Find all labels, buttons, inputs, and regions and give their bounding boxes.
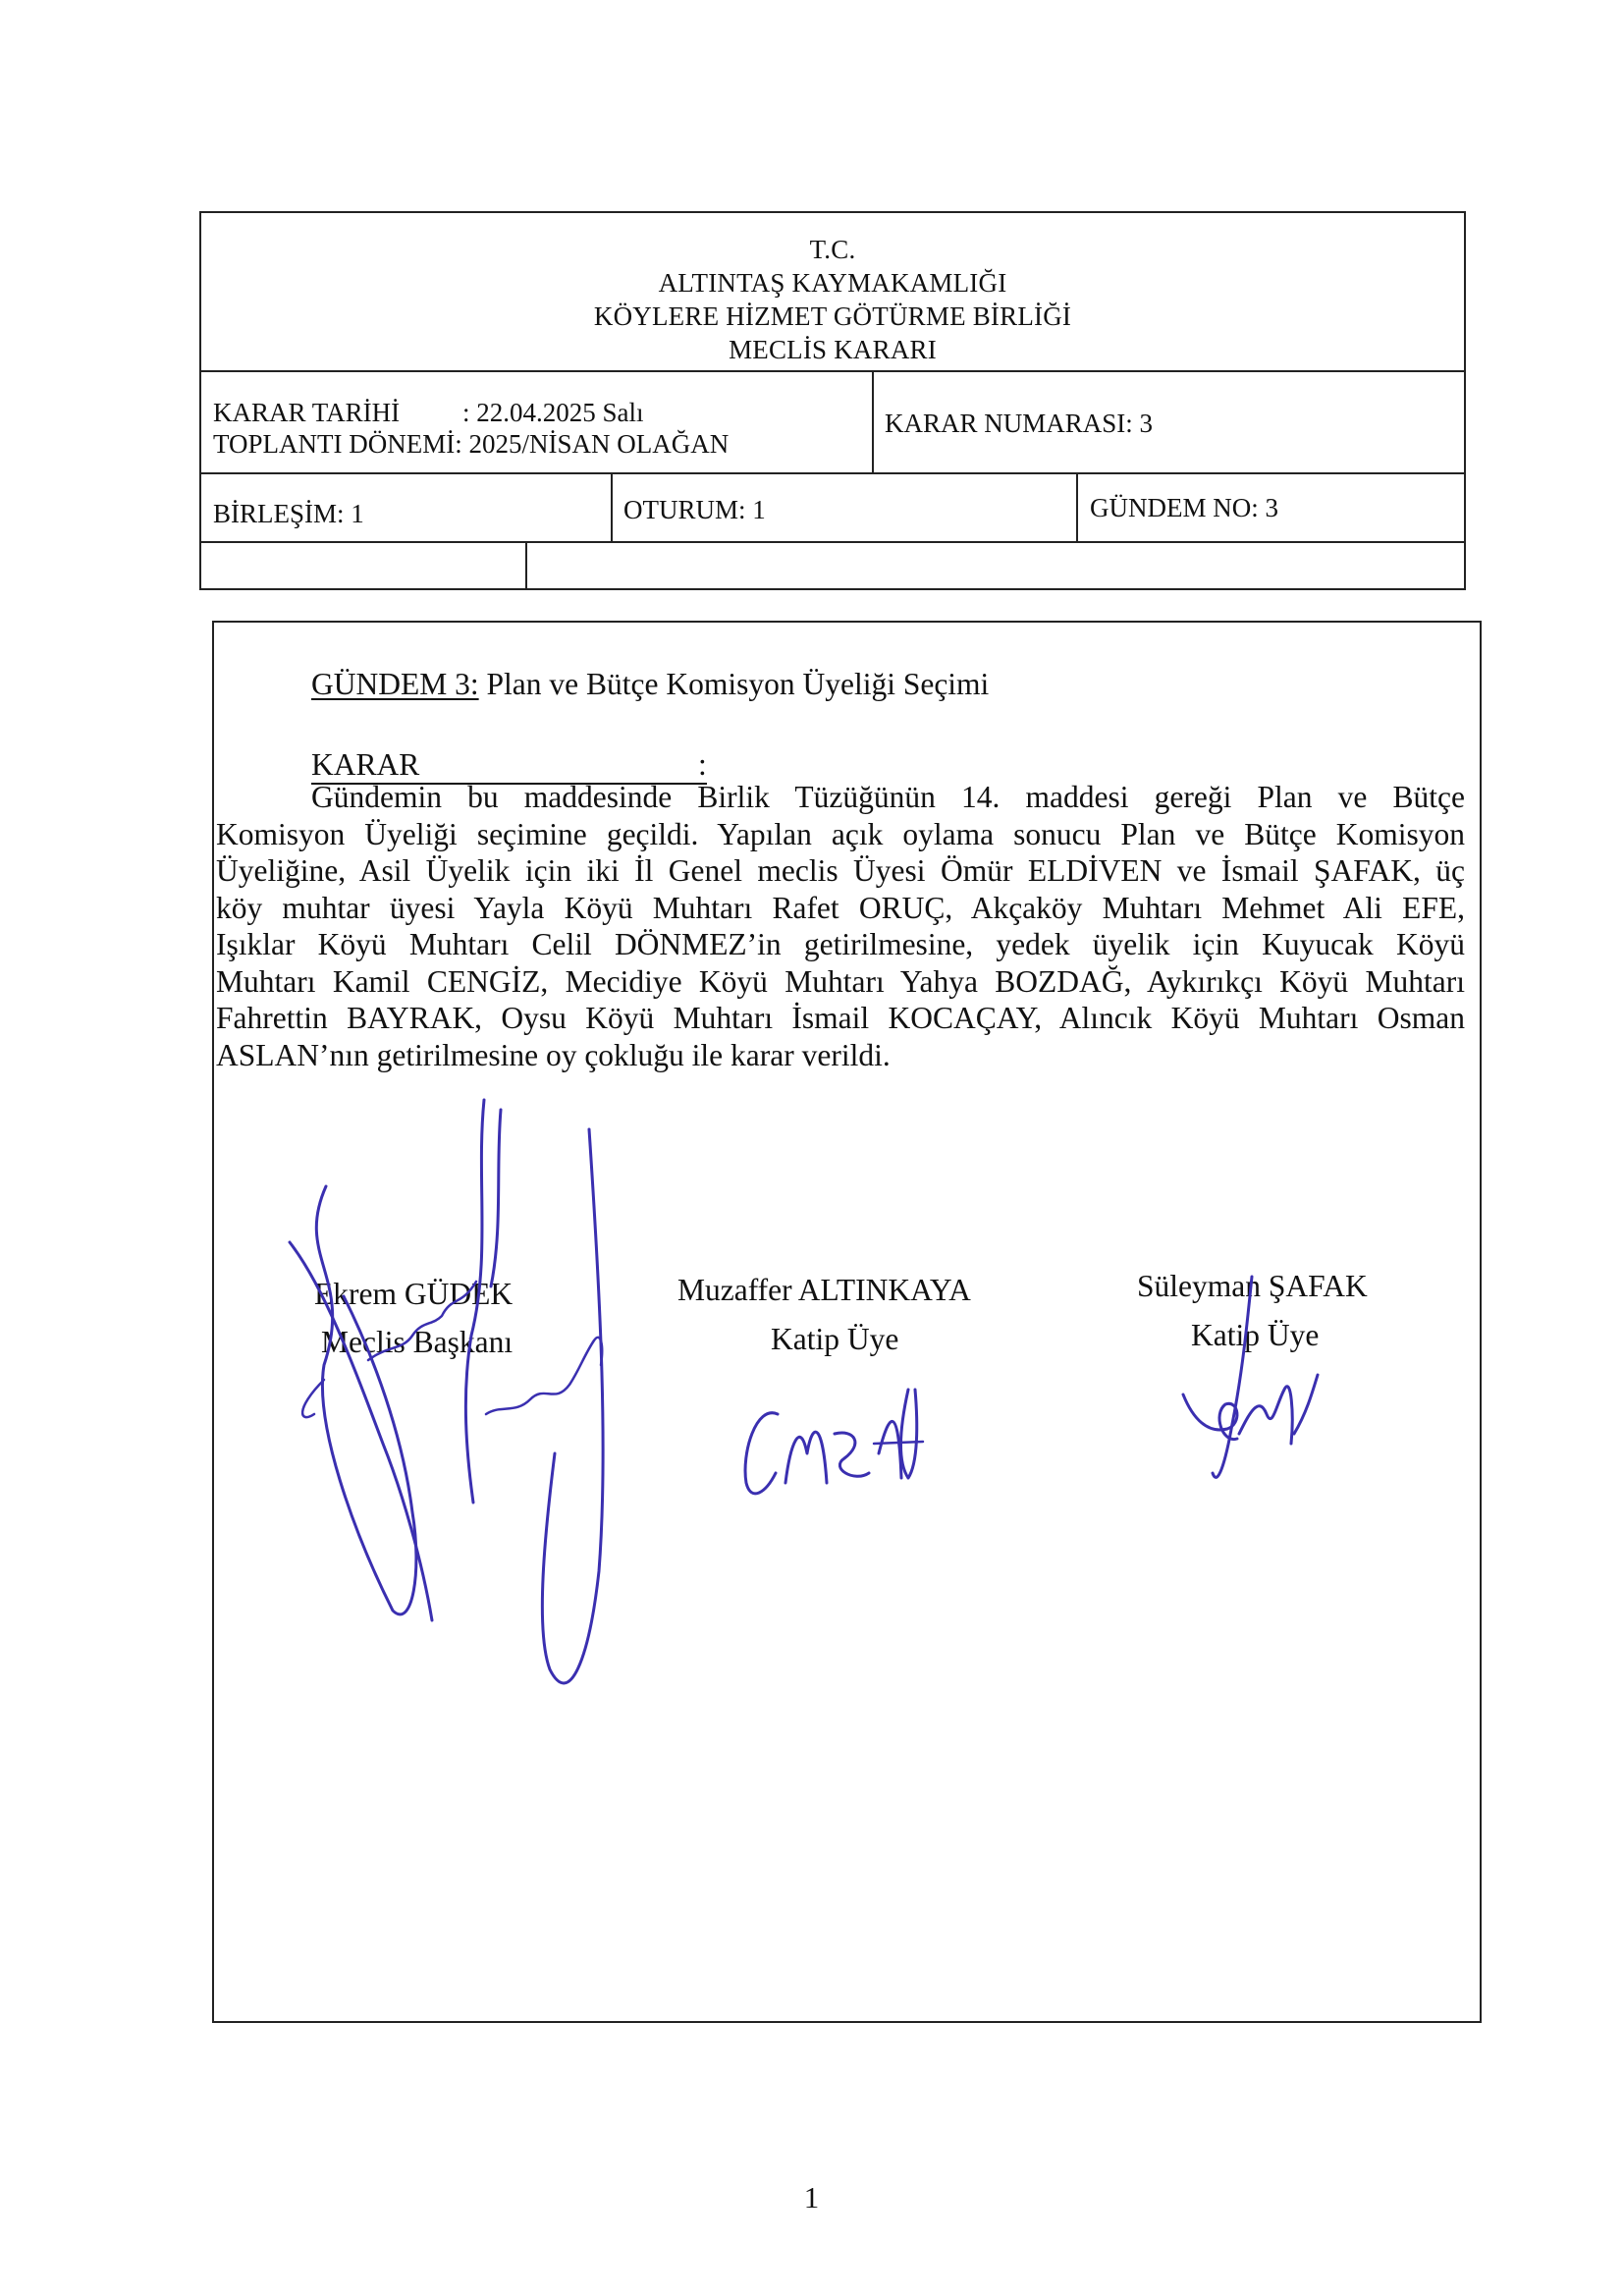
signatory-1-title: Meclis Başkanı (321, 1325, 514, 1359)
decision-line: ASLAN’nın getirilmesine oy çokluğu ile karar verildi. (216, 1037, 891, 1072)
agenda-heading (311, 666, 989, 703)
decision-heading (311, 746, 707, 784)
header-line-meclis-karari: MECLİS KARARI (729, 335, 937, 364)
agenda-title: Plan ve Bütçe Komisyon Üyeliği Seçimi (478, 667, 990, 701)
decision-line: Üyeliğine, Asil Üyelik için iki İl Genel meclis Üyesi Ömür ELDİVEN ve İsmail ŞAFAK, üç (216, 853, 1465, 888)
toplanti-donemi: TOPLANTI DÖNEMİ: 2025/NİSAN OLAĞAN (213, 429, 730, 459)
header-line-birlik: KÖYLERE HİZMET GÖTÜRME BİRLİĞİ (593, 301, 1072, 331)
table-divider (872, 370, 874, 472)
oturum: OTURUM: 1 (623, 495, 766, 524)
decision-text (216, 779, 1465, 1073)
karar-tarihi-label: KARAR TARİHİ (213, 398, 401, 427)
decision-line: Komisyon Üyeliği seçimine geçildi. Yapılan açık oylama sonucu Plan ve Bütçe Komisyon (216, 816, 1465, 851)
table-divider (201, 370, 1464, 372)
page-number: 1 (803, 2180, 820, 2214)
signatory-3-title: Katip Üye (1191, 1318, 1320, 1352)
header-line-tc: T.C. (809, 235, 856, 264)
signatory-1-name: Ekrem GÜDEK (314, 1277, 514, 1311)
header-line-kaymakamlik: ALTINTAŞ KAYMAKAMLIĞI (658, 268, 1007, 298)
decision-colon: : (698, 747, 707, 782)
signatory-2-title: Katip Üye (771, 1322, 899, 1356)
table-divider (1076, 472, 1078, 541)
table-divider (611, 472, 613, 541)
table-divider (201, 541, 1464, 543)
decision-line: Gündemin bu maddesinde Birlik Tüzüğünün 14. maddesi gereği Plan ve Bütçe (311, 780, 1465, 814)
signatory-2-name: Muzaffer ALTINKAYA (677, 1273, 971, 1307)
karar-numarasi: KARAR NUMARASI: 3 (885, 409, 1154, 438)
decision-label: KARAR (311, 747, 420, 782)
decision-line: Muhtarı Kamil CENGİZ, Mecidiye Köyü Muhtarı Yahya BOZDAĞ, Aykırıkçı Köyü Muhtarı (216, 963, 1465, 999)
table-divider (201, 472, 1464, 474)
birlesim: BİRLEŞİM: 1 (213, 499, 364, 528)
decision-line: köy muhtar üyesi Yayla Köyü Muhtarı Rafet ORUÇ, Akçaköy Muhtarı Mehmet Ali EFE, (216, 890, 1465, 925)
gundem-no: GÜNDEM NO: 3 (1090, 493, 1278, 522)
karar-tarihi-value: : 22.04.2025 Salı (462, 398, 644, 427)
decision-line: Fahrettin BAYRAK, Oysu Köyü Muhtarı İsmail KOCAÇAY, Alıncık Köyü Muhtarı Osman (216, 1001, 1465, 1035)
agenda-label: GÜNDEM 3: (311, 667, 479, 701)
decision-header-table (199, 211, 1466, 590)
decision-line: Işıklar Köyü Muhtarı Celil DÖNMEZ’in getirilmesine, yedek üyelik için Kuyucak Köyü (216, 927, 1465, 961)
signatory-3-name: Süleyman ŞAFAK (1137, 1269, 1368, 1303)
table-divider (525, 541, 527, 590)
